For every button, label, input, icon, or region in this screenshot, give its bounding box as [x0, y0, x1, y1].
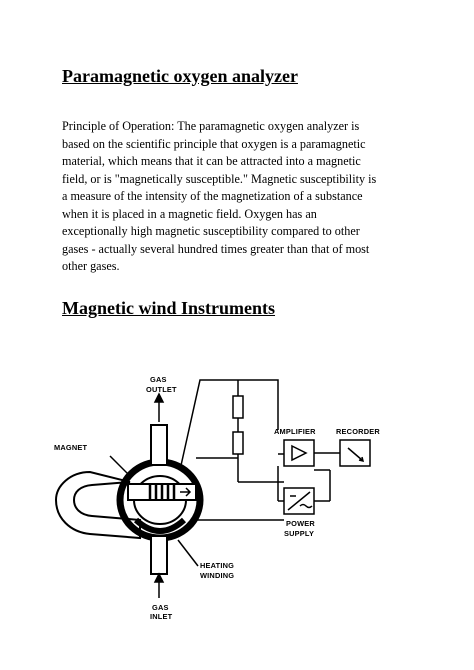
- gas-inlet-label-2: INLET: [150, 612, 173, 620]
- svg-text:SUPPLY: [284, 529, 314, 538]
- amplifier-box: [284, 440, 314, 466]
- section-heading: Magnetic wind Instruments: [62, 298, 276, 318]
- gas-outlet-label-2: OUTLET: [146, 385, 177, 394]
- gas-inlet-tube: [151, 536, 167, 574]
- principle-paragraph: Principle of Operation: The paramagnetic oxygen analyzer is based on the scientific principle that oxygen is a paramagnetic material, which means that it can be attracted into a magnetic field, or is "magnetically susceptible." Magnetic susceptibility is a measure of the intensity of the magnetization of a substance when it is placed in a magnetic field. Oxygen has an exceptionally high magnetic susceptibility compared to other gases - actually several hundred times greater than that of most other gases.: [62, 119, 377, 273]
- recorder-label: RECORDER: [336, 427, 380, 436]
- resistor-top: [233, 396, 243, 418]
- svg-text:GAS: [152, 603, 169, 612]
- svg-text:MAGNET: [54, 443, 88, 452]
- svg-text:AMPLIFIER: [274, 427, 316, 436]
- recorder-box: [340, 440, 370, 466]
- svg-text:RECORDER: [336, 427, 380, 436]
- svg-text:OUTLET: [146, 385, 177, 394]
- analyzer-diagram: [50, 370, 410, 620]
- heating-winding-label-2: WINDING: [200, 571, 235, 580]
- gas-outlet-label-1: GAS: [150, 375, 167, 384]
- page-title: Paramagnetic oxygen analyzer: [62, 66, 298, 86]
- svg-text:INLET: [150, 612, 173, 620]
- power-supply-label-2: SUPPLY: [284, 529, 315, 538]
- svg-text:WINDING: [200, 571, 234, 580]
- svg-text:POWER: [286, 519, 315, 528]
- power-supply-label-1: POWER: [286, 519, 315, 528]
- heating-winding-label-1: HEATING: [200, 561, 235, 570]
- magnet-label: MAGNET: [54, 443, 88, 452]
- gas-inlet-label-1: GAS: [152, 603, 169, 612]
- amplifier-label: AMPLIFIER: [274, 427, 316, 436]
- svg-text:HEATING: [200, 561, 234, 570]
- gas-outlet-tube: [151, 425, 167, 465]
- svg-text:GAS: [150, 375, 167, 384]
- resistor-bottom: [233, 432, 243, 454]
